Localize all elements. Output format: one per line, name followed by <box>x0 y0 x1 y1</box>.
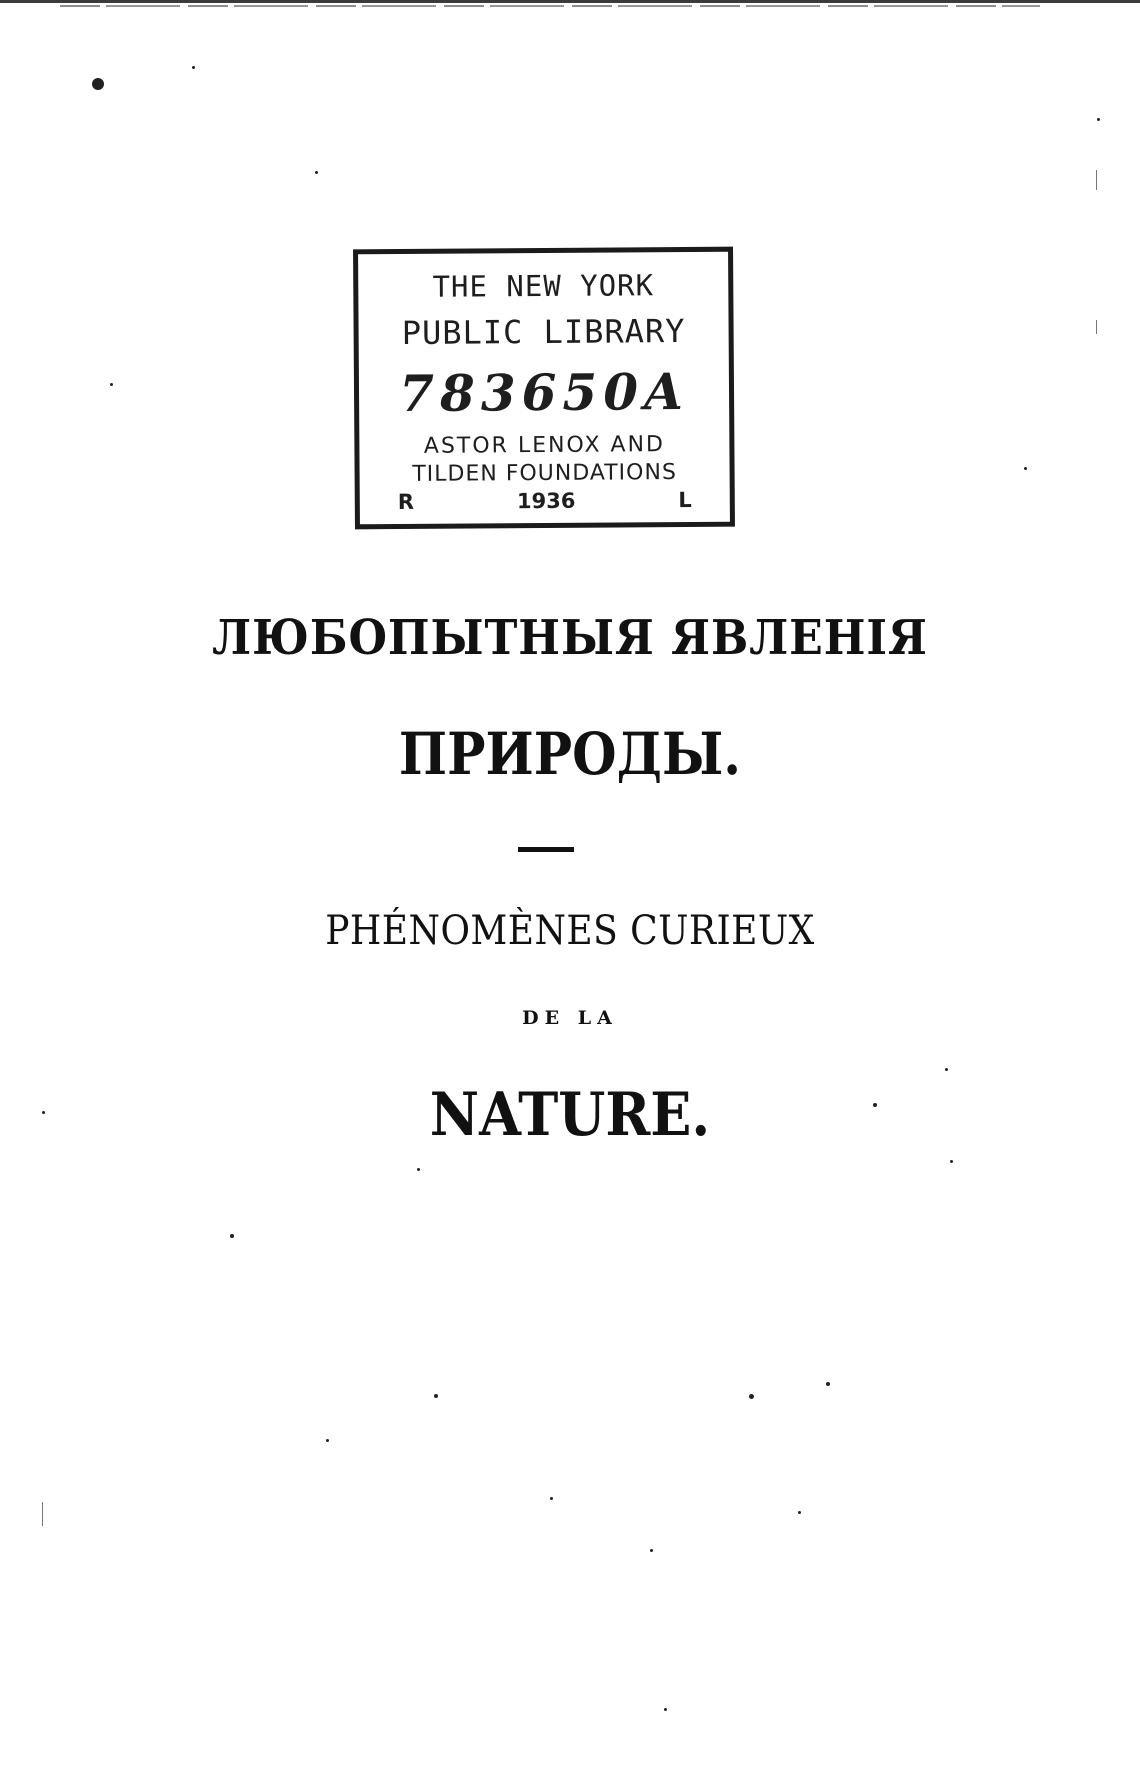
scan-speck <box>434 1394 438 1398</box>
stamp-line-4: ASTOR LENOX AND <box>423 432 666 459</box>
scan-speck <box>550 1497 553 1500</box>
title-divider <box>518 847 574 852</box>
stamp-bottom-row <box>384 488 706 514</box>
scan-edge-mark <box>1096 170 1097 190</box>
title-ru-line-2: ПРИРОДЫ. <box>398 720 742 788</box>
scan-speck <box>192 66 195 69</box>
scan-speck <box>1097 118 1100 121</box>
scan-speck <box>110 383 113 386</box>
scan-edge-mark <box>42 1502 43 1526</box>
scan-speck <box>417 1168 420 1171</box>
scan-speck <box>92 78 104 90</box>
title-fr-line-2: DE LA <box>522 1007 618 1029</box>
stamp-left-letter: R <box>397 489 415 515</box>
scan-speck <box>326 1439 329 1442</box>
scan-speck <box>826 1382 830 1386</box>
scan-speck <box>950 1160 953 1163</box>
scan-speck <box>650 1549 653 1552</box>
scan-edge-mark <box>1096 320 1097 334</box>
scan-speck <box>230 1234 234 1238</box>
scan-speck <box>42 1111 45 1114</box>
title-fr-line-1: PHÉNOMÈNES CURIEUX <box>325 908 815 954</box>
scan-speck <box>945 1068 948 1071</box>
library-stamp <box>353 247 735 530</box>
stamp-right-letter: L <box>678 487 692 513</box>
scan-speck <box>1024 467 1027 470</box>
stamp-line-1: THE NEW YORK <box>432 268 655 304</box>
scan-top-edge <box>0 0 1140 10</box>
title-fr-line-3: NATURE. <box>429 1080 711 1150</box>
stamp-line-2: PUBLIC LIBRARY <box>401 312 686 352</box>
stamp-line-5: TILDEN FOUNDATIONS <box>412 460 677 487</box>
stamp-accession-number: 783650A <box>399 361 689 424</box>
scan-speck <box>664 1708 667 1711</box>
stamp-year: 1936 <box>516 488 576 514</box>
scan-speck <box>315 171 318 174</box>
scan-speck <box>798 1511 801 1514</box>
scan-speck <box>749 1394 754 1399</box>
title-ru-line-1: ЛЮБОПЫТНЫЯ ЯВЛЕНІЯ <box>212 610 928 666</box>
